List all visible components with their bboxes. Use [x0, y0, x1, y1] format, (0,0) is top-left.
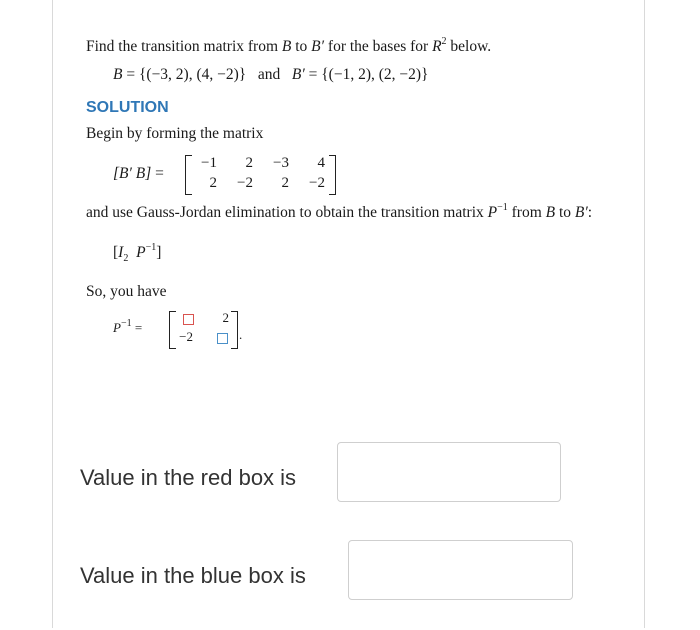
- matrix-cell: 2: [281, 175, 289, 191]
- solution-heading: SOLUTION: [86, 99, 169, 116]
- matrix-cell: 2: [209, 175, 217, 191]
- identity-p-inverse: [$I_2$ $P^{-1}$]: [113, 242, 162, 265]
- augmented-matrix: [185, 155, 345, 195]
- matrix-cell: 2: [245, 155, 253, 171]
- matrix-cell: 4: [317, 155, 325, 171]
- red-answer-box: [183, 314, 194, 325]
- matrix-cell: −2: [309, 175, 325, 191]
- p-inverse-matrix: 2 −2 .: [169, 311, 249, 351]
- bases-definition: B = {(−3, 2), (4, −2)} and B′ = {(−1, 2), (2, −2)}: [113, 66, 429, 83]
- matrix-cell: 2: [222, 310, 229, 325]
- blue-box-question: Value in the blue box is: [80, 563, 306, 588]
- problem-statement: Find the transition matrix from B to B′ for the bases for $R^2$ below.: [86, 36, 492, 55]
- matrix-cell: −2: [179, 329, 193, 344]
- matrix-cell: −3: [273, 155, 289, 171]
- matrix-cell: −2: [237, 175, 253, 191]
- red-box-question: Value in the red box is: [80, 465, 297, 490]
- gauss-jordan-text: and use Gauss-Jordan elimination to obtain the transition matrix $P^{-1}$ from B to B′:: [86, 202, 593, 221]
- blue-answer-box: [217, 333, 228, 344]
- red-box-answer-input[interactable]: [337, 442, 561, 502]
- begin-text: Begin by forming the matrix: [86, 125, 264, 142]
- blue-box-answer-input[interactable]: [348, 540, 573, 600]
- so-you-have-text: So, you have: [86, 283, 167, 300]
- p-inverse-equation: $P^{-1}$ = 2 −2 .: [113, 311, 273, 353]
- matrix-cell: −1: [201, 155, 217, 171]
- matrix-label: [B′ B]: [113, 165, 152, 182]
